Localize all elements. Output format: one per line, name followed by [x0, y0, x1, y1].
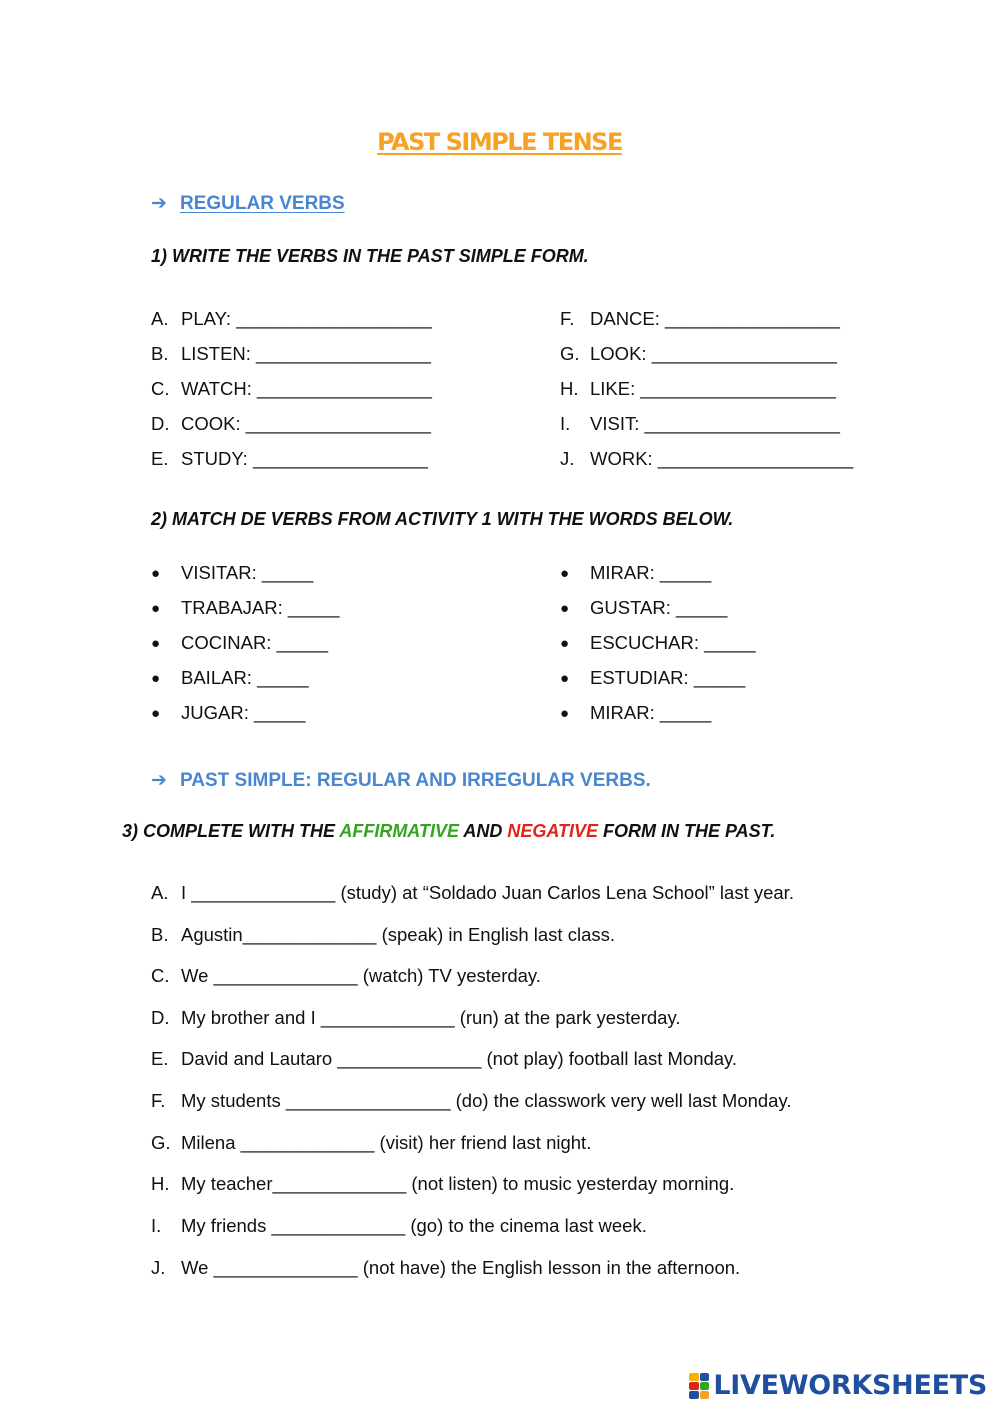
item-marker: J. — [560, 448, 575, 469]
item-text: ESCUCHAR: _____ — [590, 632, 756, 653]
instruction-end: FORM IN THE PAST. — [598, 821, 776, 841]
activity-1-instruction: 1) WRITE THE VERBS IN THE PAST SIMPLE FORM. — [151, 246, 589, 266]
item-text: PLAY: ___________________ — [181, 308, 432, 329]
item-marker: A. — [151, 882, 169, 903]
negative-word: NEGATIVE — [507, 821, 599, 841]
item-text: MIRAR: _____ — [590, 562, 712, 583]
item-text: My brother and I _____________ (run) at the park yesterday. — [181, 1007, 681, 1028]
activity-3-item-i[interactable] — [151, 1215, 647, 1237]
activity-2-item[interactable] — [151, 667, 309, 689]
item-text: LOOK: __________________ — [590, 343, 837, 364]
bullet-icon: ● — [560, 705, 570, 722]
item-marker: H. — [560, 378, 579, 399]
activity-2-item[interactable] — [560, 702, 711, 724]
activity-3-item-f[interactable] — [151, 1090, 792, 1112]
item-text: COOK: __________________ — [181, 413, 431, 434]
activity-1-item-h[interactable] — [560, 378, 836, 400]
item-text: BAILAR: _____ — [181, 667, 309, 688]
bullet-icon: ● — [151, 635, 161, 652]
item-marker: A. — [151, 308, 169, 329]
item-marker: D. — [151, 413, 170, 434]
activity-3-item-e[interactable] — [151, 1048, 737, 1070]
activity-2-item[interactable] — [151, 562, 313, 584]
item-text: JUGAR: _____ — [181, 702, 306, 723]
item-text: Agustin_____________ (speak) in English last class. — [181, 924, 616, 945]
item-text: LISTEN: _________________ — [181, 343, 431, 364]
activity-1-item-g[interactable] — [560, 343, 837, 365]
activity-2-instruction: 2) MATCH DE VERBS FROM ACTIVITY 1 WITH THE WORDS BELOW. — [151, 509, 734, 529]
activity-3-item-h[interactable] — [151, 1173, 734, 1195]
bullet-icon: ● — [151, 565, 161, 582]
arrow-right-icon: ➔ — [151, 193, 167, 214]
activity-3-item-j[interactable] — [151, 1257, 740, 1279]
activity-2-item[interactable] — [151, 632, 328, 654]
section-heading-text: PAST SIMPLE: REGULAR AND IRREGULAR VERBS. — [180, 770, 651, 791]
item-text: We ______________ (watch) TV yesterday. — [181, 965, 541, 986]
arrow-right-icon: ➔ — [151, 770, 167, 791]
bullet-icon: ● — [560, 565, 570, 582]
item-text: My teacher_____________ (not listen) to music yesterday morning. — [181, 1173, 735, 1194]
activity-3-item-b[interactable] — [151, 924, 615, 946]
item-text: I ______________ (study) at “Soldado Juan Carlos Lena School” last year. — [181, 882, 794, 903]
item-marker: D. — [151, 1007, 170, 1028]
item-text: We ______________ (not have) the English lesson in the afternoon. — [181, 1257, 741, 1278]
item-text: GUSTAR: _____ — [590, 597, 728, 618]
activity-1-item-d[interactable] — [151, 413, 431, 435]
activity-1-item-i[interactable] — [560, 413, 840, 435]
bullet-icon: ● — [560, 600, 570, 617]
section-heading-regular-irregular — [151, 769, 651, 792]
logo-text: LIVEWORKSHEETS — [713, 1370, 987, 1401]
bullet-icon: ● — [151, 670, 161, 687]
activity-3-item-a[interactable] — [151, 882, 794, 904]
item-text: WATCH: _________________ — [181, 378, 432, 399]
item-marker: C. — [151, 378, 170, 399]
item-marker: B. — [151, 343, 169, 364]
activity-2-item[interactable] — [151, 702, 305, 724]
item-text: David and Lautaro ______________ (not play) football last Monday. — [181, 1048, 738, 1069]
activity-1-item-c[interactable] — [151, 378, 432, 400]
item-text: VISITAR: _____ — [181, 562, 314, 583]
item-marker: I. — [560, 413, 571, 434]
item-marker: H. — [151, 1173, 170, 1194]
instruction-start: 3) COMPLETE WITH THE — [122, 821, 340, 841]
activity-1-item-j[interactable] — [560, 448, 853, 470]
bullet-icon: ● — [560, 635, 570, 652]
activity-3-item-d[interactable] — [151, 1007, 680, 1029]
item-text: DANCE: _________________ — [590, 308, 840, 329]
activity-2-item[interactable] — [560, 667, 745, 689]
item-text: COCINAR: _____ — [181, 632, 329, 653]
item-marker: G. — [151, 1132, 171, 1153]
liveworksheets-logo[interactable] — [689, 1370, 987, 1401]
activity-1-item-f[interactable] — [560, 308, 840, 330]
activity-1-item-b[interactable] — [151, 343, 431, 365]
item-marker: B. — [151, 924, 169, 945]
item-marker: G. — [560, 343, 580, 364]
item-marker: C. — [151, 965, 170, 986]
page-title: PAST SIMPLE TENSE — [377, 128, 622, 156]
item-marker: E. — [151, 448, 169, 469]
item-text: ESTUDIAR: _____ — [590, 667, 746, 688]
item-marker: F. — [560, 308, 575, 329]
item-text: TRABAJAR: _____ — [181, 597, 340, 618]
activity-2-item[interactable] — [560, 597, 727, 619]
liveworksheets-logo-icon — [689, 1373, 709, 1399]
item-text: STUDY: _________________ — [181, 448, 428, 469]
item-text: Milena _____________ (visit) her friend last night. — [181, 1132, 592, 1153]
item-marker: F. — [151, 1090, 166, 1111]
item-marker: J. — [151, 1257, 166, 1278]
item-marker: E. — [151, 1048, 169, 1069]
bullet-icon: ● — [151, 705, 161, 722]
bullet-icon: ● — [560, 670, 570, 687]
activity-2-item[interactable] — [560, 562, 711, 584]
item-text: My students ________________ (do) the classwork very well last Monday. — [181, 1090, 792, 1111]
item-text: WORK: ___________________ — [590, 448, 854, 469]
section-heading-text: REGULAR VERBS — [180, 193, 345, 214]
item-text: MIRAR: _____ — [590, 702, 712, 723]
activity-3-item-c[interactable] — [151, 965, 541, 987]
affirmative-word: AFFIRMATIVE — [339, 821, 459, 841]
activity-1-item-a[interactable] — [151, 308, 432, 330]
activity-1-item-e[interactable] — [151, 448, 428, 470]
activity-3-item-g[interactable] — [151, 1132, 591, 1154]
section-heading-regular-verbs — [151, 192, 345, 215]
item-text: LIKE: ___________________ — [590, 378, 836, 399]
bullet-icon: ● — [151, 600, 161, 617]
activity-2-item[interactable] — [560, 632, 756, 654]
instruction-mid: AND — [458, 821, 508, 841]
activity-2-item[interactable] — [151, 597, 339, 619]
item-marker: I. — [151, 1215, 162, 1236]
item-text: VISIT: ___________________ — [590, 413, 840, 434]
item-text: My friends _____________ (go) to the cinema last week. — [181, 1215, 647, 1236]
activity-3-instruction — [122, 821, 775, 842]
